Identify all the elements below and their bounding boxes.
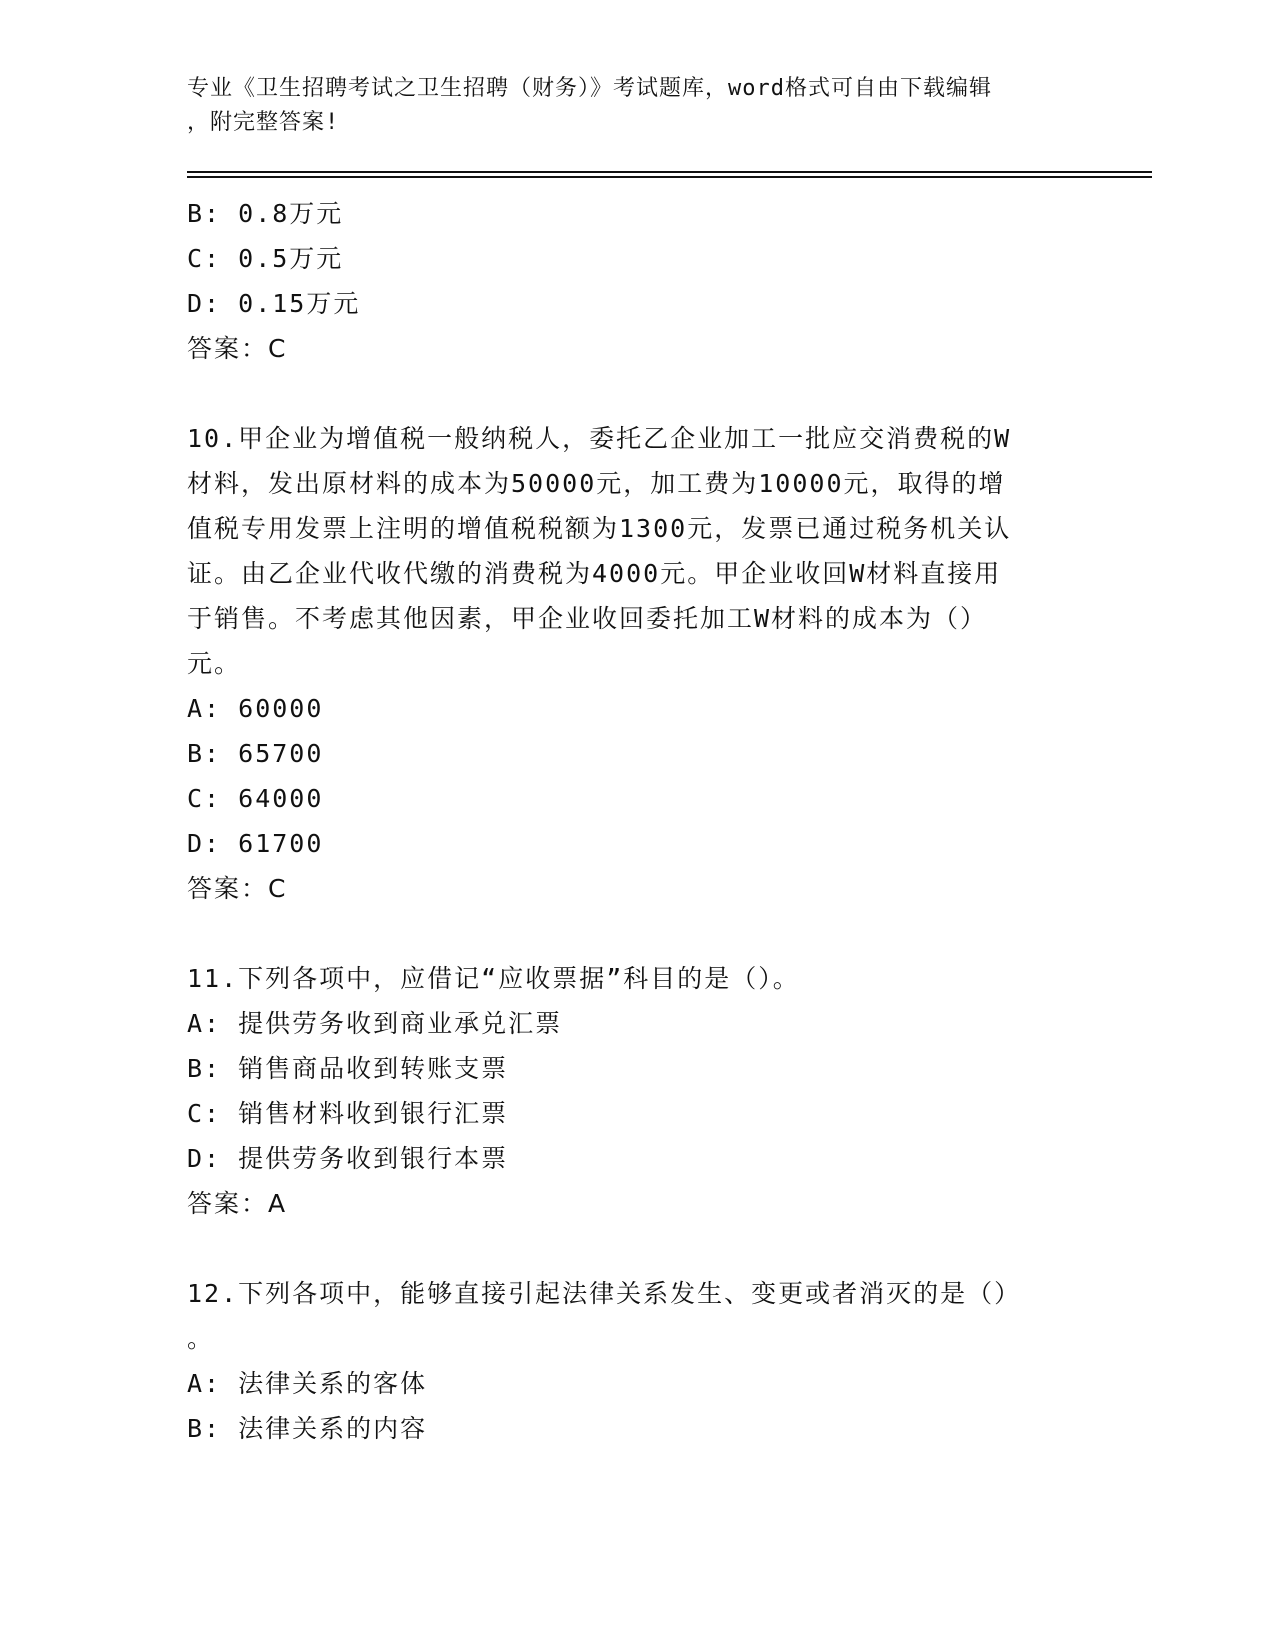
stem-line: 元。: [187, 649, 242, 678]
stem-line: 10.甲企业为增值税一般纳税人，委托乙企业加工一批应交消费税的W: [187, 424, 1012, 453]
stem-line: 于销售。不考虑其他因素，甲企业收回委托加工W材料的成本为（）: [187, 604, 988, 633]
option-b: B: 法律关系的内容: [187, 1414, 428, 1443]
spacer: [187, 371, 1087, 416]
question-list: [187, 191, 1087, 1451]
document-header: [187, 72, 1067, 140]
option-d: D: 61700: [187, 829, 324, 858]
option-d: D: 提供劳务收到银行本票: [187, 1144, 509, 1173]
header-title-line-1: 专业《卫生招聘考试之卫生招聘（财务）》考试题库，word格式可自由下载编辑: [187, 76, 992, 101]
option-c: C: 64000: [187, 784, 324, 813]
stem-line: 11.下列各项中，应借记“应收票据”科目的是（）。: [187, 964, 800, 993]
question-9-tail: [187, 191, 1087, 371]
option-c: C: 销售材料收到银行汇票: [187, 1099, 509, 1128]
answer-line: 答案：A: [187, 1189, 288, 1218]
question-stem: [187, 416, 1087, 686]
stem-line: 材料，发出原材料的成本为50000元，加工费为10000元，取得的增: [187, 469, 1006, 498]
header-divider-bottom: [187, 176, 1152, 178]
option-b: B: 65700: [187, 739, 324, 768]
option-a: A: 提供劳务收到商业承兑汇票: [187, 1009, 563, 1038]
question-12: [187, 1271, 1087, 1451]
question-10: [187, 416, 1087, 911]
stem-line: 。: [187, 1324, 215, 1353]
spacer: [187, 1226, 1087, 1271]
stem-line: 证。由乙企业代收代缴的消费税为4000元。甲企业收回W材料直接用: [187, 559, 1002, 588]
header-divider-top: [187, 171, 1152, 173]
option-a: A: 60000: [187, 694, 324, 723]
option-a: A: 法律关系的客体: [187, 1369, 428, 1398]
stem-line: 值税专用发票上注明的增值税税额为1300元，发票已通过税务机关认: [187, 514, 1012, 543]
option-d: D: 0.15万元: [187, 289, 361, 318]
answer-line: 答案：C: [187, 874, 288, 903]
question-stem: [187, 1271, 1087, 1361]
question-stem: [187, 956, 1087, 1001]
option-b: B: 销售商品收到转账支票: [187, 1054, 509, 1083]
question-11: [187, 956, 1087, 1226]
answer-line: 答案：C: [187, 334, 288, 363]
spacer: [187, 911, 1087, 956]
stem-line: 12.下列各项中，能够直接引起法律关系发生、变更或者消灭的是（）: [187, 1279, 1022, 1308]
option-b: B: 0.8万元: [187, 199, 344, 228]
option-c: C: 0.5万元: [187, 244, 344, 273]
header-title-line-2: ，附完整答案!: [187, 110, 340, 135]
